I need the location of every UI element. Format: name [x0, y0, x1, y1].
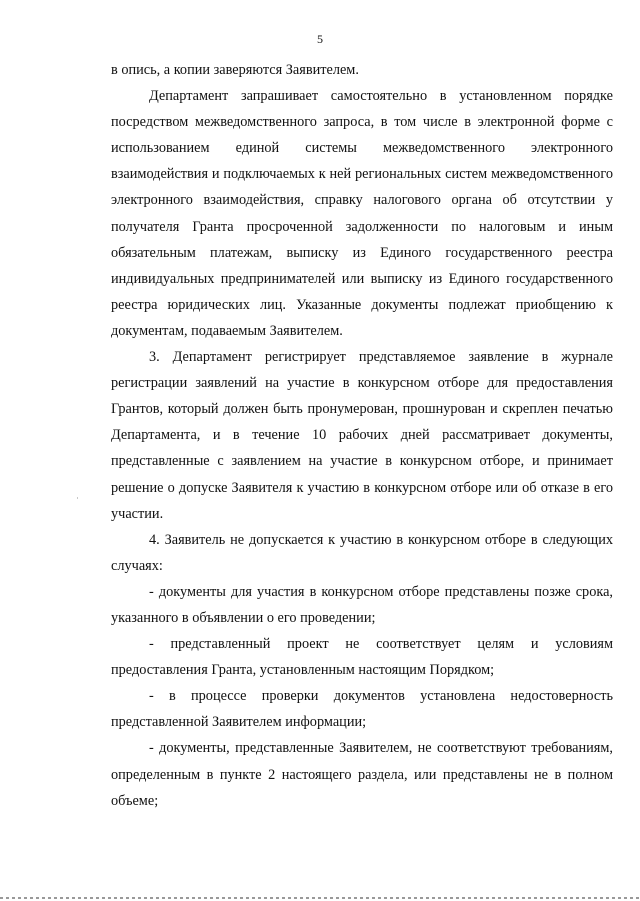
list-item-project-mismatch: - представленный проект не соответствует целям и условиям предоставления Гранта, установленным настоящим Порядком; [111, 636, 613, 679]
scan-bottom-edge [0, 897, 640, 899]
list-item-unreliable-info: - в процессе проверки документов установлена недостоверность представленной Заявителем информации; [111, 688, 613, 731]
paragraph-item-3: 3. Департамент регистрирует представляемое заявление в журнале регистрации заявлений на участие в конкурсном отборе для предоставления Грантов, который должен быть пронумерован, прошнурован и скреплен печатью Департамента, и в течение 10 рабочих дней рассматривает документы, представленные с заявлением на участие в конкурсном отборе, и принимает решение о допуске Заявителя к участию в конкурсном отборе или об отказе в его участии. [111, 349, 613, 522]
paragraph-interagency-request: Департамент запрашивает самостоятельно в установленном порядке посредством межведомственного запроса, в том числе в электронной форме с использованием единой системы межведомственного электронного взаимодействия и подключаемых к ней региональных систем межведомственного электронного взаимодействия, справку налогового органа об отсутствии у получателя Гранта просроченной задолженности по налоговым и иным обязательным платежам, выписку из Единого государственного реестра индивидуальных предпринимателей или выписку из Единого государственного реестра юридических лиц. Указанные документы подлежат приобщению к документам, подаваемым Заявителем. [111, 88, 613, 339]
page-number: 5 [317, 32, 323, 46]
document-body [111, 57, 613, 814]
list-item-late-submission: - документы для участия в конкурсном отборе представлены позже срока, указанного в объявлении о его проведении; [111, 583, 613, 626]
paragraph-continuation: в опись, а копии заверяются Заявителем. [111, 62, 359, 78]
scan-margin-mark [77, 497, 78, 499]
paragraph-item-4: 4. Заявитель не допускается к участию в конкурсном отборе в следующих случаях: [111, 531, 613, 574]
list-item-incomplete-documents: - документы, представленные Заявителем, не соответствуют требованиям, определенным в пункте 2 настоящего раздела, или представлены не в полном объеме; [111, 740, 613, 809]
